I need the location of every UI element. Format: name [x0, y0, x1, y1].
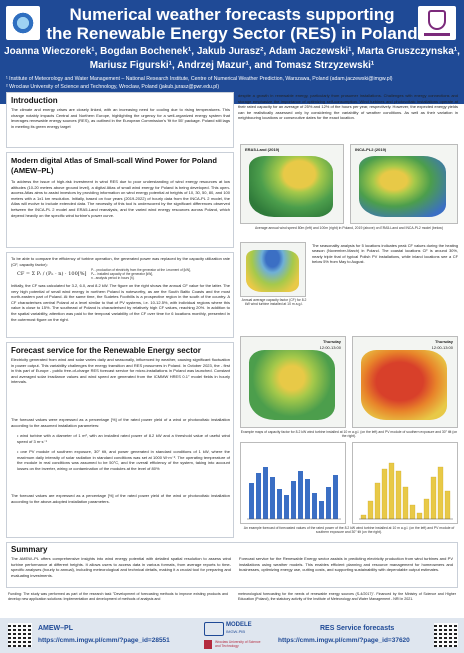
service-bullet-2: • one PV module of southern exposure, 30° tilt, and power generated in standard conditions of 1 kW, where the maximum daily intensity of solar radiation in standard conditions was set at 1000 W·m⁻². The operating temperature of the module in real conditions was assumed to be 50°C, and the overall efficiency of the system, taking into account losses on the inverter, wiring or contamination of the modules at the level of 80% [17, 449, 231, 471]
service-title: Forecast service for the Renewable Energy sector [11, 346, 201, 355]
pv-forecast-chart [352, 442, 458, 524]
inca-map-shape [359, 156, 446, 217]
forecast-wind-map [240, 336, 346, 428]
service-box [6, 342, 234, 538]
intro-text: The climate and energy crises are closely linked, with an increasing need for cooling due to rising temperatures. This change notably impacts Central and Northern Europe, highlighting the urgency for a well-organized energy system that leverages renewable energy sources (RES), as outlined in the European Commission's 'fit for 55' package. Poland still lags in meeting its green energy target [11, 107, 230, 129]
wind-map-shape [249, 350, 334, 420]
footer-left-label: AMEW–PL [38, 625, 73, 632]
cf-formula: CF = Σ Pᵢ / (Pₙ · n) · 100[%] [17, 271, 87, 277]
conference-logo [418, 6, 456, 40]
affiliations [6, 75, 458, 91]
cf-intro: To be able to compare the efficiency of turbine operation, the generated power was replaced by the capacity utilization rate (CF, capacity factor): [11, 256, 230, 267]
era5-map-label: ERA5-Land (2019) [245, 147, 280, 152]
poster-footer [0, 618, 464, 653]
wind-forecast-bars [241, 443, 346, 524]
qr-code-right-icon [434, 623, 458, 647]
inca-map [350, 144, 458, 224]
time-label-2: 12:00-13:00 [431, 345, 453, 350]
forecast-pv-map [352, 336, 458, 428]
shield-icon [428, 10, 446, 30]
footer-right-label: RES Service forecasts [320, 625, 395, 632]
bullet-1-text: wind turbine with a diameter of 1 m², with an installed rated power of 8.2 kW and a threshold value of useful wind speed of 3 m·s⁻¹ [17, 433, 231, 444]
maps-caption-1: Average annual wind speed 80m (left) and 100m (right) in Poland, 2019 (above) on ERA5-Land and INCA-PL2 model (below) [254, 226, 444, 230]
footer-right-url[interactable]: https://cmm.imgw.pl/cmm/?page_id=37620 [278, 637, 410, 644]
cf-legend-1: Pᵢ - production of electricity from the generator at the i-moment of [kW], [91, 268, 191, 272]
wind-forecast-chart [240, 442, 346, 524]
atlas-title: Modern digital Atlas of Small-scall Wind Power for Poland (AMEW–PL) [11, 156, 217, 175]
affiliation-2: ² Wroclaw University of Science and Technology, Wroclaw, Poland (jakub.jurasz@pwr.edu.pl) [6, 84, 220, 90]
cf-map [240, 242, 306, 297]
bullet-2-text: one PV module of southern exposure, 30° tilt, and power generated in standard conditions of 1 kW, where the maximum daily intensity of solar radiation in standard conditions was set at 1000 W·m⁻². The operating temperature of the module in real conditions was assumed to be 50°C, and the overall efficiency of the system, taking into account losses on the inverter, wiring or contamination of the modules at the level of 80% [17, 449, 231, 471]
summary-box [6, 542, 458, 588]
inca-map-label: INCA-PL2 (2019) [355, 147, 387, 152]
cf-legend [91, 268, 191, 281]
service-text-3: The forecast values are expressed as a percentage [%] of the rated power yield of the wind or photovoltaic installation according to the above-adopted installation parameters. [11, 493, 230, 504]
title-line-1: Numerical weather forecasts supporting [69, 5, 395, 24]
footer-university: Wrocław University of Science and Technology [215, 640, 261, 649]
authors-line-1: Joanna Wieczorek¹, Bogdan Bochenek¹, Jakub Jurasz², Adam Jaczewski¹, Marta Gruszczynska¹, [4, 46, 460, 57]
authors-line-2: Mariusz Figurski¹, Andrzej Mazur¹, and Tomasz Strzyzewski¹ [89, 60, 375, 71]
poster-header [0, 0, 464, 104]
atlas-box [6, 152, 234, 248]
pwr-logo-icon [204, 640, 212, 649]
modele-logo-icon [204, 622, 224, 636]
authors [4, 45, 460, 73]
poster-title [44, 5, 420, 43]
funding-left: Funding: The study was performed as part of the research task "Development of forecasting methods to improve existing products and develop new application solutions: Implementation and development of methods of analysis and [8, 592, 228, 601]
qr-code-left-icon [8, 623, 32, 647]
era5-map [240, 144, 344, 224]
atlas-text: To address the issue of high-risk investment in wind RES due to poor understanding of wind energy resources at low altitudes (10-20 meters above ground level), a digital Atlas of small wind energy for Poland is being developed. This open-access Atlas aims to assist investors by providing information on wind energy potential at heights of 10, 30, 50, 80, and 100 meters with a 1x1 km resolution. Initially, based on four years (2019-2022) of hourly data from the INCA-PL 2 model, the Atlas will evolve to include extended data. The necessity of this tool is underscored by the significant differences observed between the INCA-PL 2 model and ERA5-Land reanalysis, and the varied wind energy resources across Poland, which depend heavily on the specific wind turbine's power curve. [11, 179, 230, 218]
cf-legend-2: Pₙ - installed capacity of the generator [kW], [91, 272, 154, 277]
service-text-1: Electricity generated from wind and solar varies daily and seasonally, influenced by weather, causing significant fluctuation in power output. This variability challenges the energy transition and RES prosumers in Poland. In October 2023, the - first in this part of Europe - public free-of-charge RES forecast service for micro-installations in Poland was launched. Constant and averaged solar irradiance values and wind speed are generated from the ICMMW HRES 0.1° model fields in hourly intervals. [11, 357, 230, 385]
cf-seasonality-text: The seasonality analysis for 5 locations indicates peak CF values during the heating season (November-March) in Poland. The coastal locations CF is around 30%, nearly triple that of typical Polish PV installations, while inland locations see a CF below 5% from May to August. [312, 243, 458, 265]
imgw-logo [6, 6, 40, 40]
maps-caption-4: An example forecast of forecasted values of the rated power of the 8.2 kW wind turbine installed at 10 m a.g.l. (on the left) and PV module of southern exposure and 30° tilt (on the right). [243, 526, 455, 535]
cf-text: Initially, the CF was calculated for 3.2, 6.0, and 8.2 kW. The figure on the right shows the annual CF value for the latter. The very high potential of small wind energy in northern Poland is noteworthy, as are the South Baltic Coasts and the most north-eastern part of Poland. At the same time, the Sudetes Foothills is a prospective region in the south of the country. A CF characterises central Poland at a level similar to that of PV systems, i.e. 10-12.5%, with individual regions where this value is close to 15%. The southeast of Poland is characterised by relatively high CF values, reaching 20%. In addition to the spatial variability, attention was paid to the temporal variability of the CF over time for 6 locations monthly, presented in the outermost figure on the right. [11, 283, 230, 322]
cf-map-shape [246, 250, 298, 291]
intro-text-continued: despite a growth in renewable energy, particularly from prosumer installations. Challenges with energy connections and storage emphasize the importance of optimizing self-consumption. Wind turbines and photovoltaic installations operate at their rated capacity for an average of 25% and 12% of the hours per year, respectively. However, the expected energy yields can be realistically assessed only by considering the variability of weather conditions. As well as their variation in neighbouring locations or consecutive dates for the exact location. [238, 93, 458, 121]
imgw-emblem-icon [11, 11, 35, 35]
era5-map-shape [249, 156, 333, 217]
service-bullet-1: • wind turbine with a diameter of 1 m², with an installed rated power of 8.2 kW and a threshold value of useful wind speed of 3 m·s⁻¹ [17, 433, 231, 444]
cf-box [6, 252, 234, 338]
intro-box [6, 92, 234, 148]
pv-map-shape [361, 350, 446, 420]
maps-caption-2: Annual average capacity factor (CF) for 8.2 kW wind turbine installed at 10 m a.g.l. [241, 298, 307, 307]
affiliation-1: ¹ Institute of Meteorology and Water Management – National Research Institute, Centre of Numerical Weather Prediction, Warszawa, Poland (adam.jaczewski@imgw.pl) [6, 76, 393, 82]
intro-title: Introduction [11, 96, 58, 105]
footer-logo-sub: IMGW-PIB [226, 629, 246, 634]
maps-caption-3: Example maps of capacity factor for 8.2 kW wind turbine installed at 10 m a.g.l. (on the left) and PV module of southern exposure and 30° tilt (on the right). [240, 430, 458, 439]
cf-legend-3: n - analysis period in hours [h]. [91, 276, 135, 281]
funding-right: meteorological forecasting for the needs of renewable energy sources (S-4/2017)". Financed by the Ministry of Science and Higher Education (Poland), the statutory activity of the Institute of Meteorology and Water Management - NRI in 2021. [238, 592, 456, 601]
service-text-2: The forecast values were expressed as a percentage [%] of the rated power yield of a wind or photovoltaic installation according to the assumed installation parameters: [11, 417, 230, 428]
footer-logo-text: MODELE [226, 622, 252, 628]
summary-left: The AMEW–PL offers comprehensive insights into wind energy potential with detailed spatial resolution to assess wind turbine performance at different heights. It allows users to access data in various formats, from average reports to time-specific analyses (hourly to annual), including meteorological and technical details, making it a crucial tool for preparing and evaluating investments. [11, 556, 231, 578]
thursday-label-1: Thursday [322, 339, 341, 344]
pv-forecast-bars [353, 443, 458, 524]
title-line-2: the Renewable Energy Sector (RES) in Poland [46, 24, 418, 43]
summary-title: Summary [11, 545, 48, 554]
footer-left-url[interactable]: https://cmm.imgw.pl/cmm/?page_id=28551 [38, 637, 170, 644]
time-label-1: 12:00-13:00 [319, 345, 341, 350]
thursday-label-2: Thursday [434, 339, 453, 344]
summary-right: Forecast service for the Renewable Energy sector assists in predicting electricity production from wind turbines and PV installations using weather models. This enables efficient planning and resource management for homeowners and businesses, optimizing energy use, cutting costs, and supporting sustainability with dependable output estimates. [239, 556, 453, 573]
